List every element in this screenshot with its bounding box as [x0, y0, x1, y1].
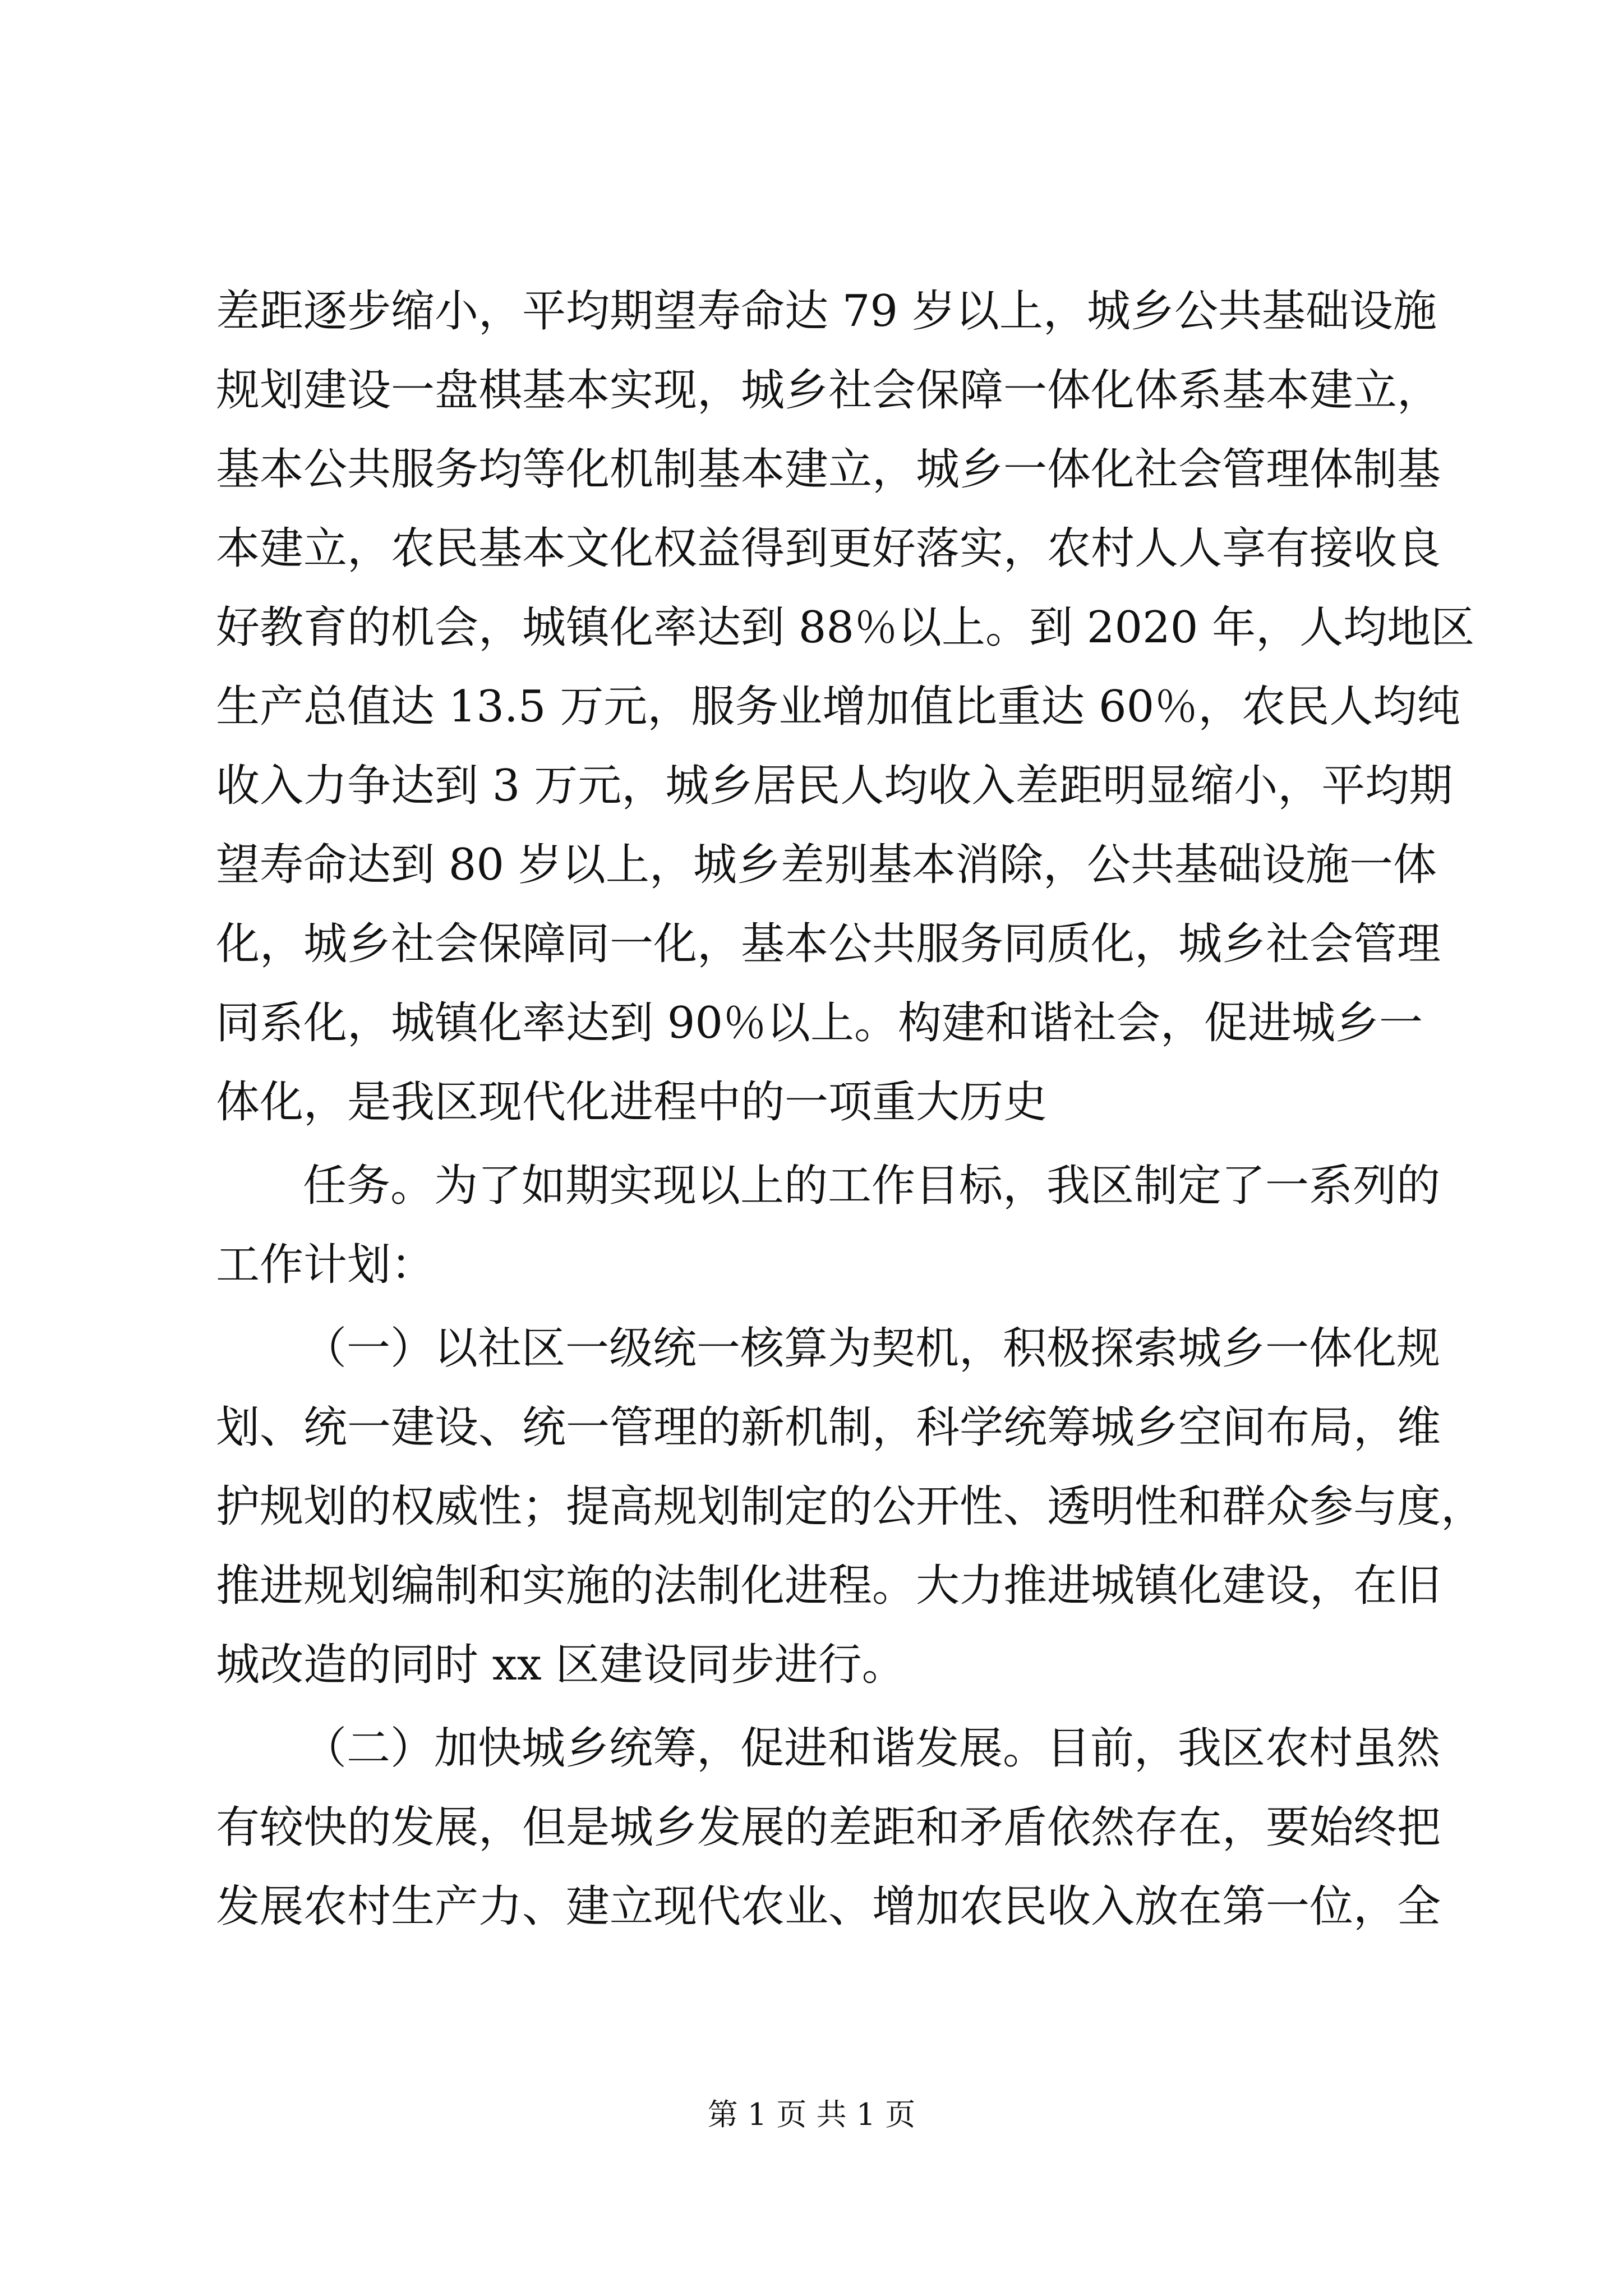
text-line: 基本公共服务均等化机制基本建立，城乡一体化社会管理体制基: [216, 444, 1441, 495]
text-line: 规划建设一盘棋基本实现，城乡社会保障一体化体系基本建立，: [216, 365, 1441, 416]
paragraph-first-line: 任务。为了如期实现以上的工作目标，我区制定了一系列的: [303, 1161, 1441, 1211]
text-line: 生产总值达 13.5 万元，服务业增加值比重达 60％，农民人均纯: [216, 682, 1461, 732]
text-line: 同系化，城镇化率达到 90％以上。构建和谐社会，促进城乡一: [216, 998, 1423, 1048]
text-line: 好教育的机会，城镇化率达到 88％以上。到 2020 年，人均地区: [216, 602, 1475, 653]
text-line: 望寿命达到 80 岁以上，城乡差别基本消除，公共基础设施一体: [216, 840, 1437, 890]
paragraph-first-line: （二）加快城乡统筹，促进和谐发展。目前，我区农村虽然: [303, 1723, 1441, 1774]
text-line: 城改造的同时 xx 区建设同步进行。: [216, 1640, 906, 1690]
text-line: 划、统一建设、统一管理的新机制，科学统筹城乡空间布局，维: [216, 1402, 1441, 1453]
text-line: 收入力争达到 3 万元，城乡居民人均收入差距明显缩小，平均期: [216, 761, 1453, 811]
page-footer: 第 1 页 共 1 页: [707, 2097, 916, 2132]
text-line: 护规划的权威性；提高规划制定的公开性、透明性和群众参与度，: [216, 1481, 1485, 1532]
text-line: 体化，是我区现代化进程中的一项重大历史: [216, 1077, 1048, 1128]
text-line: 有较快的发展，但是城乡发展的差距和矛盾依然存在，要始终把: [216, 1802, 1441, 1853]
text-line: 工作计划：: [216, 1240, 435, 1290]
text-line: 推进规划编制和实施的法制化进程。大力推进城镇化建设，在旧: [216, 1561, 1441, 1611]
text-line: 本建立，农民基本文化权益得到更好落实，农村人人享有接收良: [216, 523, 1441, 574]
paragraph-first-line: （一）以社区一级统一核算为契机，积极探索城乡一体化规: [303, 1323, 1441, 1374]
text-line: 化，城乡社会保障同一化，基本公共服务同质化，城乡社会管理: [216, 919, 1441, 969]
text-line: 差距逐步缩小，平均期望寿命达 79 岁以上，城乡公共基础设施: [216, 286, 1437, 337]
text-line: 发展农村生产力、建立现代农业、增加农民收入放在第一位，全: [216, 1881, 1441, 1932]
